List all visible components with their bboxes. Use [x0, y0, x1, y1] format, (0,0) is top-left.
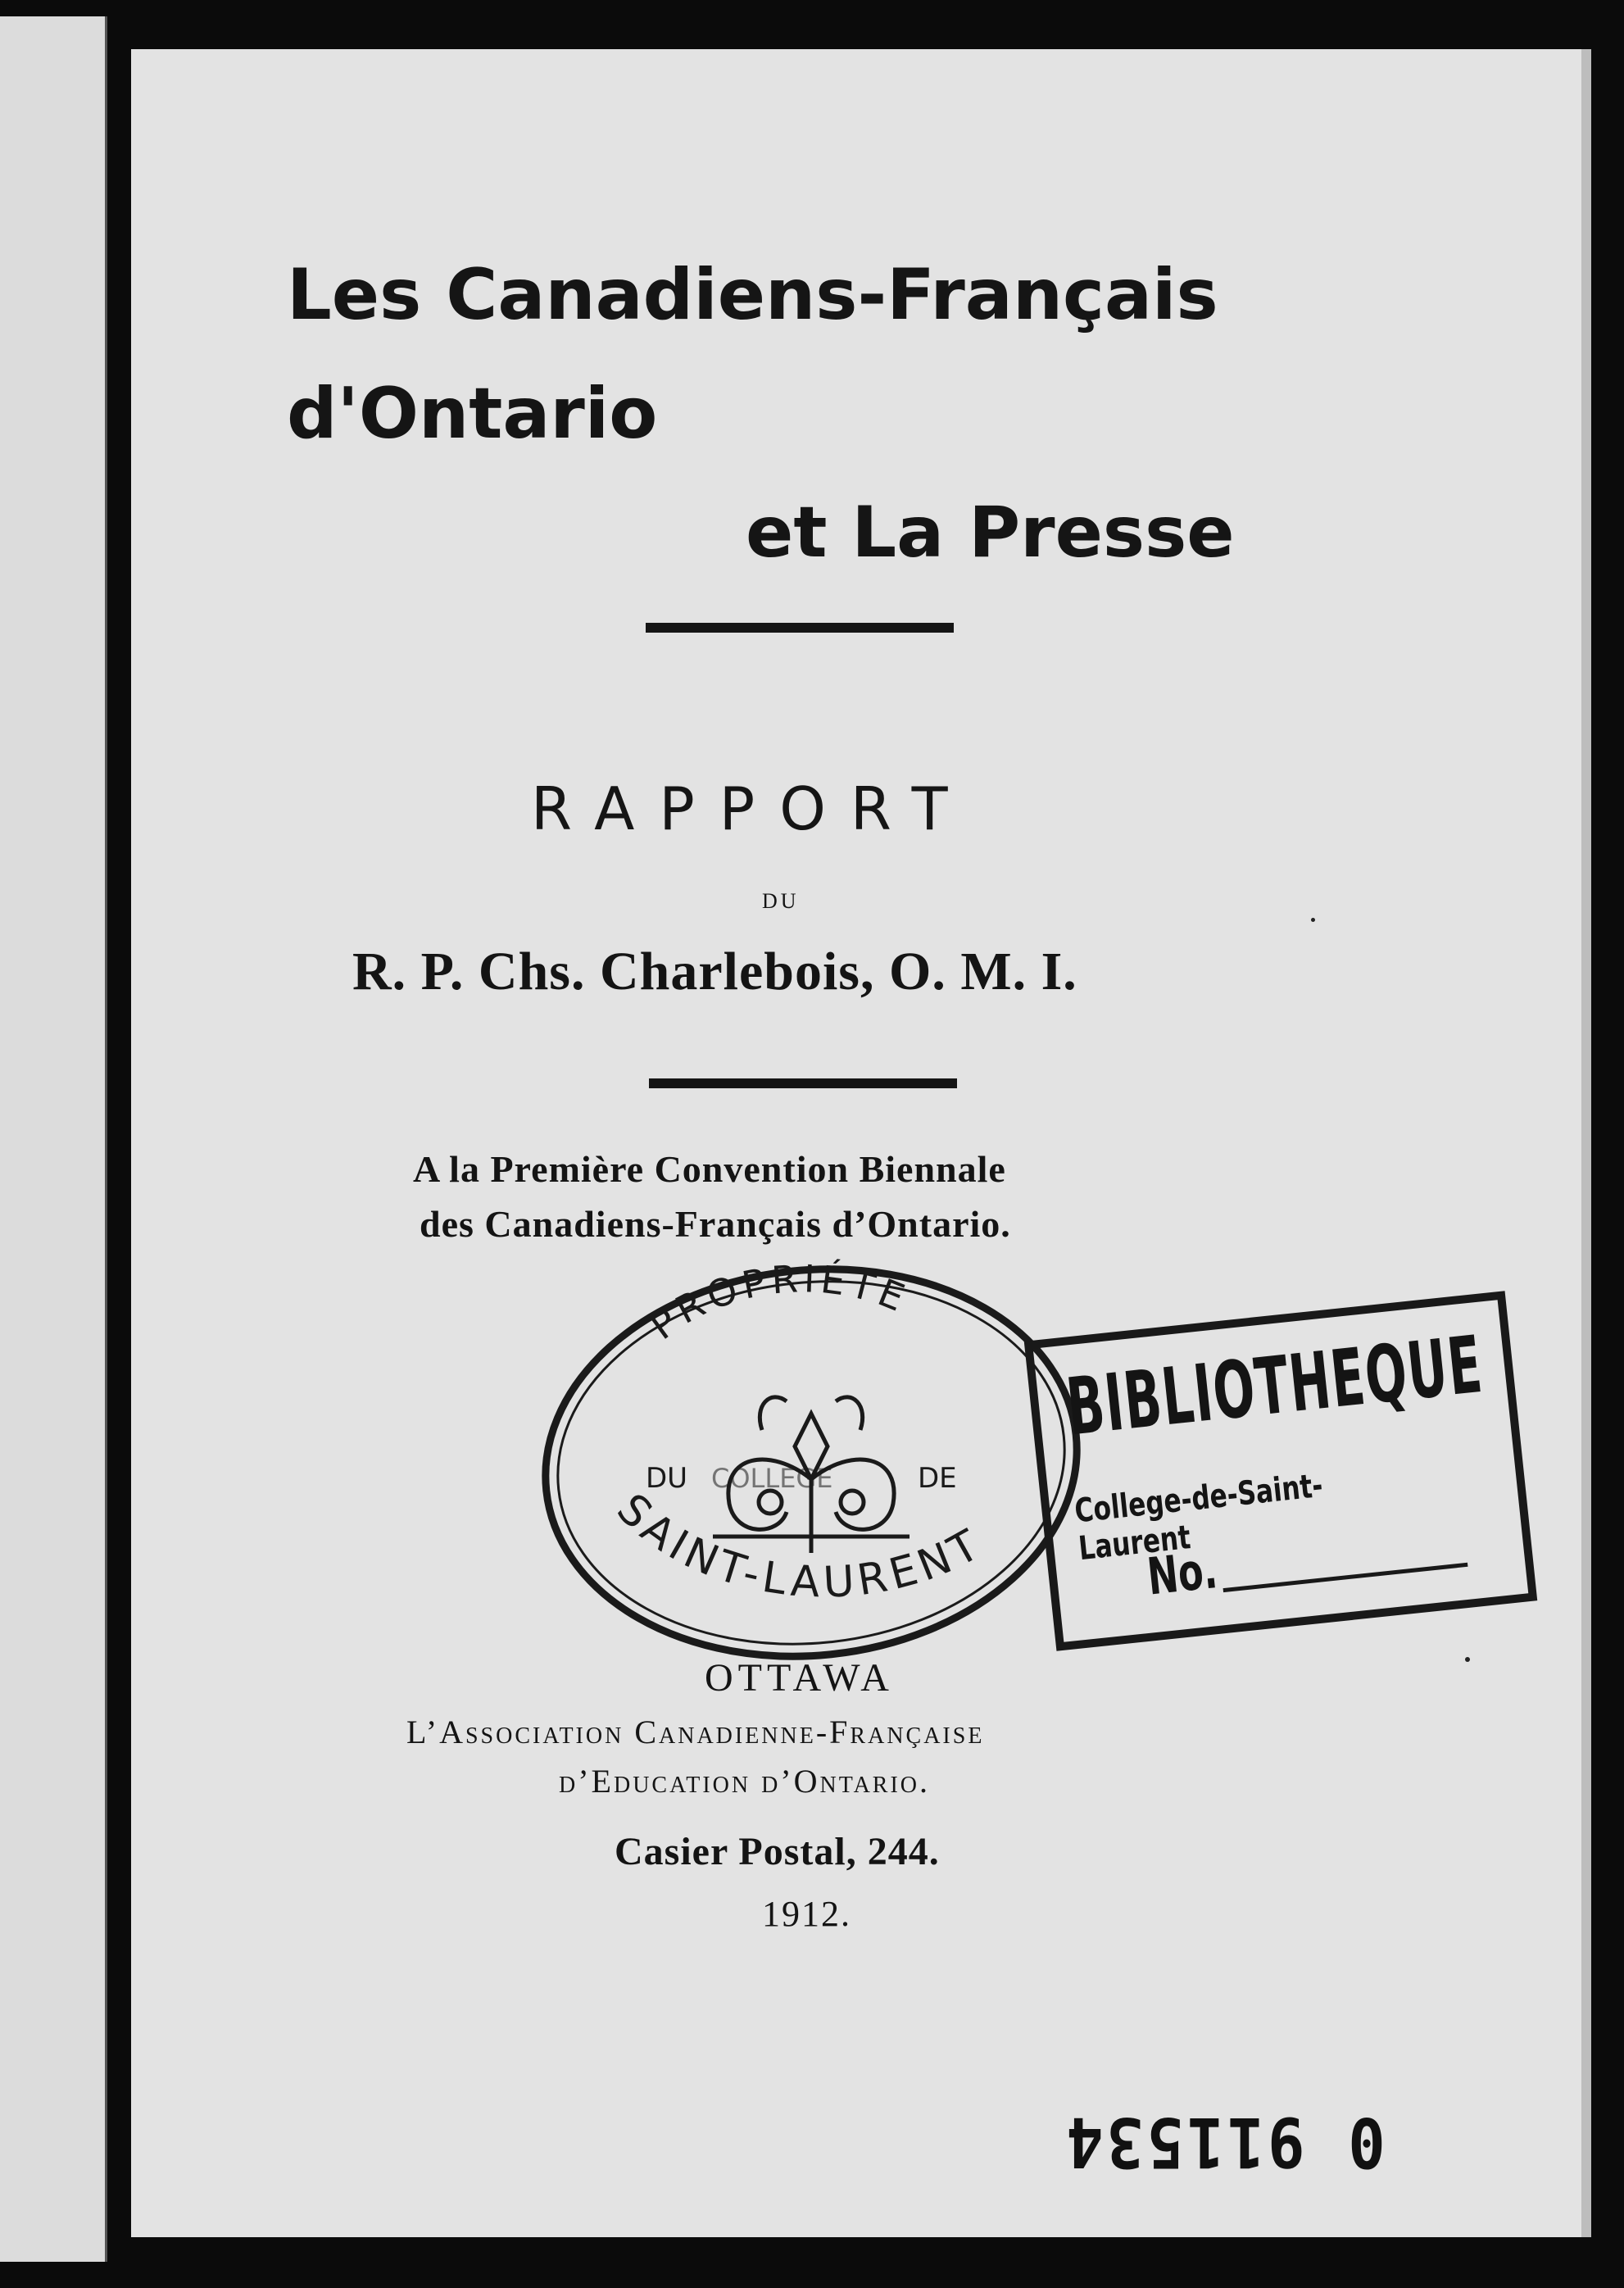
- divider-rule-bottom: [649, 1078, 957, 1088]
- convention-line-2: des Canadiens-Français d’Ontario.: [420, 1203, 1011, 1245]
- title-page: [131, 49, 1591, 2237]
- accession-number: 0 911534: [1063, 2102, 1386, 2182]
- title-line-2: d'Ontario: [287, 373, 658, 455]
- imprint-city: OTTAWA: [705, 1656, 894, 1700]
- paper-speck: [1465, 1657, 1470, 1662]
- divider-rule-top: [646, 623, 954, 633]
- library-stamp-number-line: [1223, 1563, 1468, 1592]
- paper-speck: [1311, 918, 1315, 922]
- convention-line-1: A la Première Convention Biennale: [413, 1148, 1006, 1190]
- stamp-bottom-text: SAINT-LAURENT: [607, 1484, 991, 1608]
- title-line-1: Les Canadiens-Français: [287, 254, 1218, 336]
- stamp-de: DE: [918, 1462, 957, 1495]
- imprint-postal: Casier Postal, 244.: [615, 1830, 940, 1873]
- report-heading: RAPPORT: [531, 774, 973, 843]
- library-stamp-title: BIBLIOTHEQUE: [1062, 1318, 1487, 1454]
- report-author: R. P. Chs. Charlebois, O. M. I.: [352, 942, 1077, 1001]
- imprint-year: 1912.: [762, 1894, 851, 1934]
- imprint-association-line-2: d’Education d’Ontario.: [559, 1763, 931, 1800]
- library-stamp-college: College-de-Saint-Laurent: [1073, 1466, 1325, 1568]
- previous-page-strip: [0, 16, 107, 2262]
- report-du: DU: [762, 889, 800, 913]
- stamp-college: COLLÈGE: [711, 1463, 833, 1494]
- stamp-top-text: PROPRIÉTÉ: [641, 1255, 915, 1349]
- library-stamp-number-label: No.: [1144, 1539, 1220, 1607]
- property-stamp: [524, 1242, 1098, 1676]
- imprint-association-line-1: L’Association Canadienne-Française: [406, 1714, 985, 1750]
- library-stamp: [1024, 1291, 1537, 1651]
- page-edge: [1581, 49, 1591, 2237]
- title-line-3: et La Presse: [746, 492, 1235, 574]
- stamp-du: DU: [646, 1462, 688, 1495]
